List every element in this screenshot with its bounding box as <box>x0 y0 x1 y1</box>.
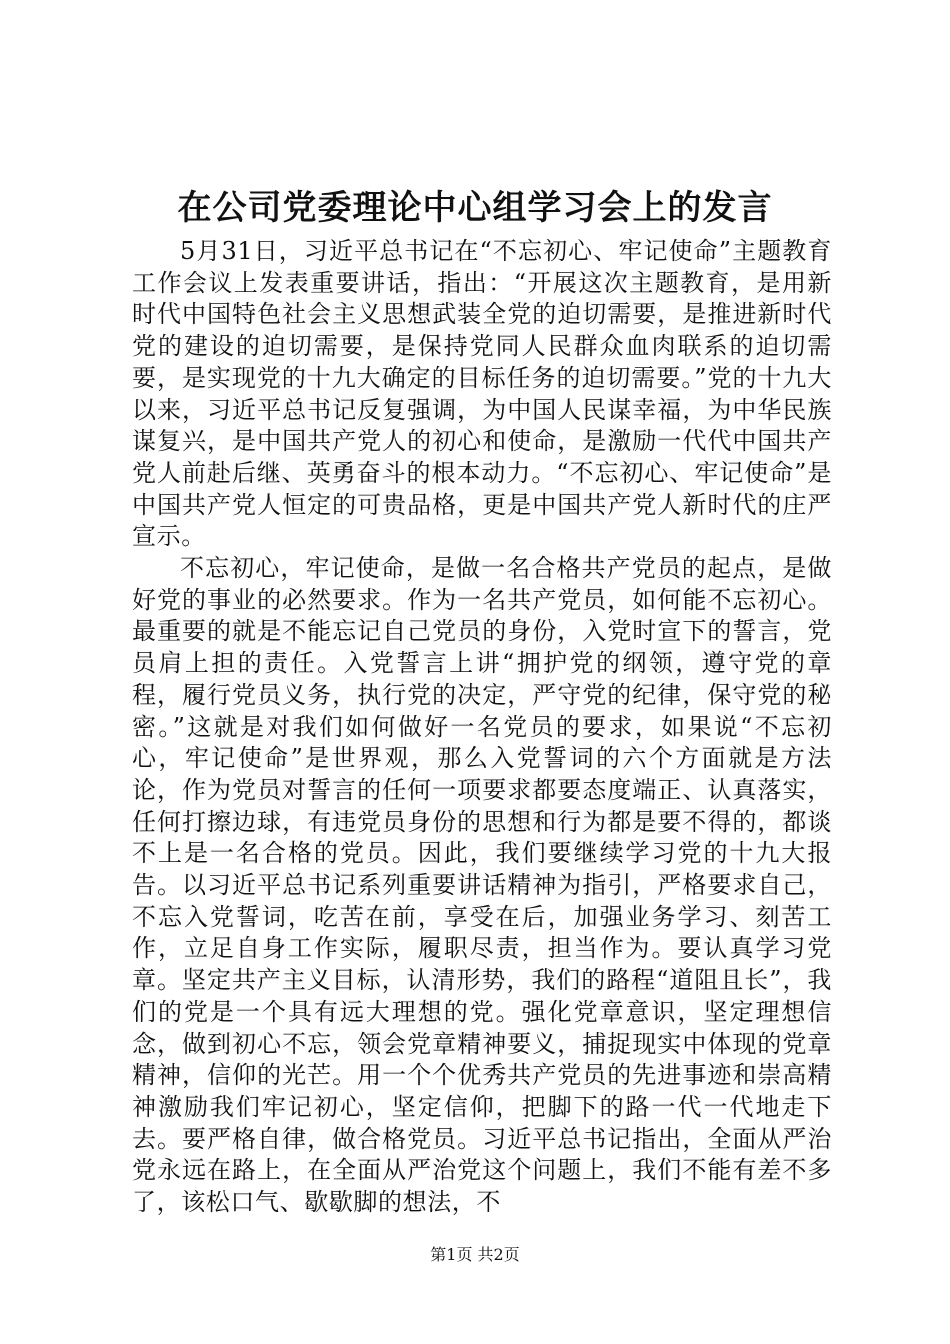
document-title: 在公司党委理论中心组学习会上的发言 <box>177 188 773 228</box>
paragraph-2: 不忘初心，牢记使命，是做一名合格共产党员的起点，是做好党的事业的必然要求。作为一名共产党员，如何能不忘初心。最重要的就是不能忘记自己党员的身份，入党时宣下的誓言，党员肩上担的责任。入党誓言上讲“拥护党的纲领，遵守党的章程，履行党员义务，执行党的决定，严守党的纪律，保守党的秘密。”这就是对我们如何做好一名党员的要求，如果说“不忘初心，牢记使命”是世界观，那么入党誓词的六个方面就是方法论，作为党员对誓言的任何一项要求都要态度端正、认真落实，任何打擦边球，有违党员身份的思想和行为都是要不得的，都谈不上是一名合格的党员。因此，我们要继续学习党的十九大报告。以习近平总书记系列重要讲话精神为指引，严格要求自己，不忘入党誓词，吃苦在前，享受在后，加强业务学习、刻苦工作，立足自身工作实际，履职尽责，担当作为。要认真学习党章。坚定共产主义目标，认清形势，我们的路程“道阻且长”，我们的党是一个具有远大理想的党。强化党章意识，坚定理想信念，做到初心不忘，领会党章精神要义，捕捉现实中体现的党章精神，信仰的光芒。用一个个优秀共产党员的先进事迹和崇高精神激励我们牢记初心，坚定信仰，把脚下的路一代一代地走下去。要严格自律，做合格党员。习近平总书记指出，全面从严治党永远在路上，在全面从严治党这个问题上，我们不能有差不多了，该松口气、歇歇脚的想法，不 <box>132 554 832 1217</box>
paragraph-1: 5月31日，习近平总书记在“不忘初心、牢记使命”主题教育工作会议上发表重要讲话，指出：“开展这次主题教育，是用新时代中国特色社会主义思想武装全党的迫切需要，是推进新时代党的建设的迫切需要，是保持党同人民群众血肉联系的迫切需要，是实现党的十九大确定的目标任务的迫切需要。”党的十九大以来，习近平总书记反复强调，为中国人民谋幸福，为中华民族谋复兴，是中国共产党人的初心和使命，是激励一代代中国共产党人前赴后继、英勇奋斗的根本动力。“不忘初心、牢记使命”是中国共产党人恒定的可贵品格，更是中国共产党人新时代的庄严宣示。 <box>132 237 832 551</box>
document-body <box>132 236 832 1219</box>
page-footer: 第1页 共2页 <box>430 1245 520 1264</box>
